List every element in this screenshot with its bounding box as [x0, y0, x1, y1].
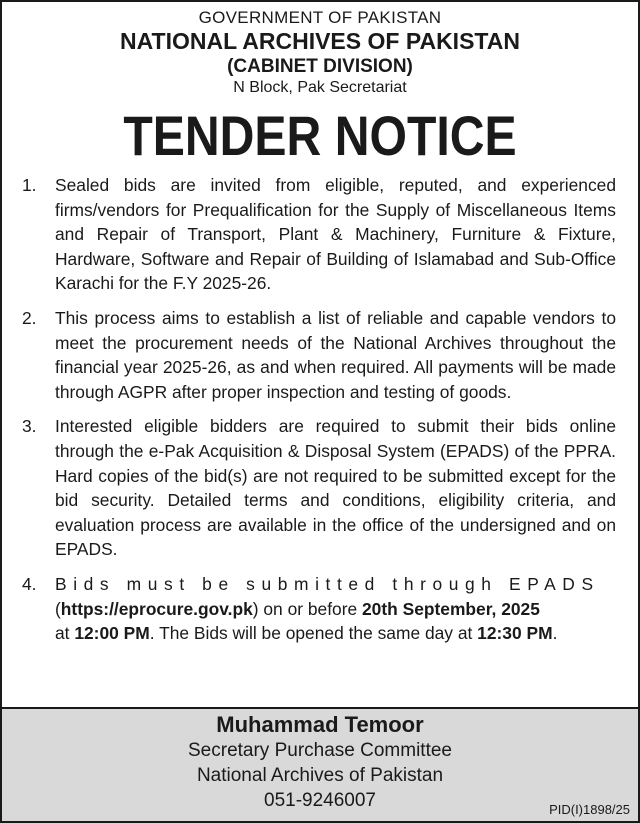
deadline-prefix: ) on or before [252, 598, 363, 619]
opening-prefix: . The Bids will be opened the same day at [149, 623, 478, 644]
item-number: 1. [22, 175, 37, 195]
notice-items-list [22, 173, 616, 646]
list-item [22, 306, 616, 404]
at-label: at [55, 623, 75, 644]
deadline-date: 20th September, 2025 [362, 598, 540, 619]
list-item [22, 173, 616, 296]
signatory-name: Muhammad Temoor [216, 712, 424, 737]
item-number: 3. [22, 416, 37, 437]
signature-block [2, 707, 638, 821]
list-item [22, 572, 616, 646]
item-text: Sealed bids are invited from eligible, reputed, and experienced firms/vendors for Prequalification for the Supply of Miscellaneous Items and Repair of Transport, Plant & Machinery, Furniture & Fixture, Hardware, Software and Repair of Building of Islamabad and Sub-Office Karachi for the F.Y 2025-26. [55, 175, 616, 294]
item-number: 4. [22, 573, 37, 594]
item-number: 2. [22, 307, 37, 328]
organization-heading: NATIONAL ARCHIVES OF PAKISTAN [120, 28, 520, 54]
epads-link[interactable]: https://eprocure.gov.pk [60, 598, 253, 619]
item-text: This process aims to establish a list of reliable and capable vendors to meet the procurement needs of the National Archives throughout the financial year 2025-26, as and when required. All payments will be made through AGPR after proper inspection and testing of goods. [55, 307, 616, 402]
sentence-end: . [552, 623, 558, 644]
signatory-designation: Secretary Purchase Committee [188, 740, 452, 761]
division-heading: (CABINET DIVISION) [227, 56, 413, 77]
list-item [22, 414, 616, 562]
item-text: Interested eligible bidders are required to submit their bids online through the e-Pak Acquisition & Disposal System (EPADS) of the PPRA. Hard copies of the bid(s) are not required to be submitted except for the bid security. Detailed terms and conditions, eligibility criteria, and evaluation process are available in the office of the undersigned and on EPADS. [55, 416, 616, 560]
open-paren: ( [55, 598, 61, 619]
item-text-submission [55, 572, 616, 646]
submission-line: Bids must be submitted through EPADS [55, 573, 600, 594]
contact-phone: 051-9246007 [264, 790, 376, 811]
pid-reference: PID(I)1898/25 [549, 802, 630, 817]
page-title: TENDER NOTICE [123, 104, 517, 167]
address-line: N Block, Pak Secretariat [233, 79, 407, 96]
signatory-office: National Archives of Pakistan [196, 765, 444, 786]
opening-time: 12:30 PM [477, 623, 553, 644]
deadline-time: 12:00 PM [74, 623, 150, 644]
notice-header [2, 2, 638, 97]
government-heading: GOVERNMENT OF PAKISTAN [198, 8, 442, 27]
